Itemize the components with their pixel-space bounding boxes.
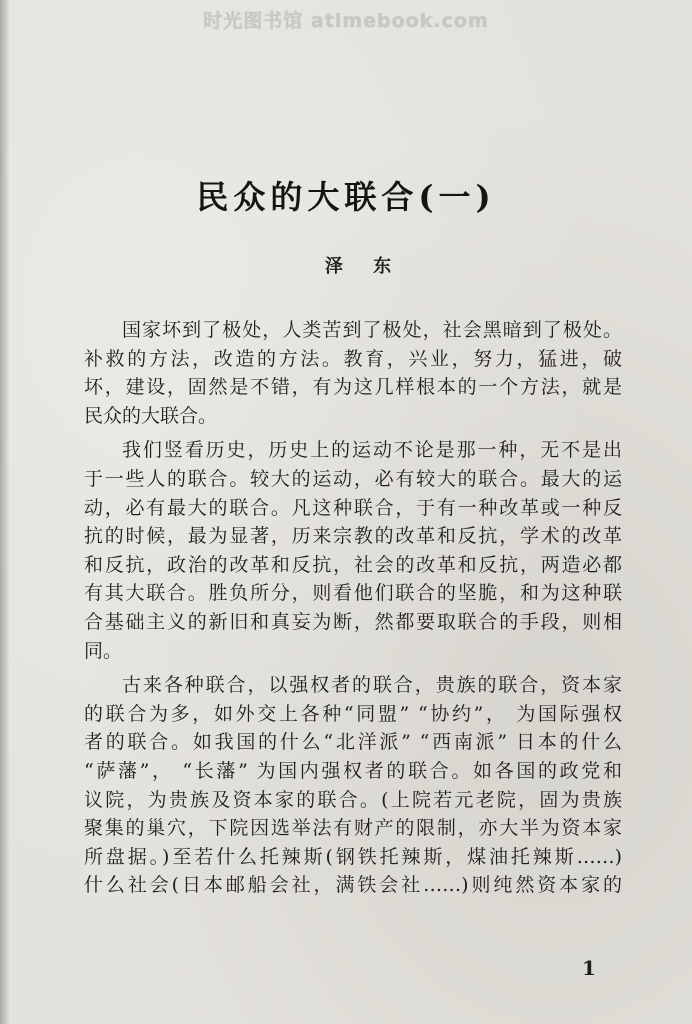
article-title: 民众的大联合(一): [196, 178, 496, 216]
text-line: 的联合为多，如外交上各种“同盟” “协约”， 为国际强权: [84, 702, 622, 725]
text-line: 补救的方法，改造的方法。教育，兴业，努力，猛进，破: [84, 347, 622, 370]
text-line: 合基础主义的新旧和真妄为断，然都要取联合的手段，则相: [84, 610, 622, 633]
page-edge-shadow: [0, 0, 10, 1024]
paragraph-3: [84, 671, 622, 900]
text-line: 动，必有最大的联合。凡这种联合，于有一种改革或一种反: [84, 496, 622, 519]
paragraph-2: [84, 436, 622, 665]
page-number: 1: [582, 956, 596, 980]
article-body: [84, 316, 622, 900]
text-line: 和反抗，政治的改革和反抗，社会的改革和反抗，两造必都: [84, 553, 622, 576]
text-line: 坏，建设，固然是不错，有为这几样根本的一个方法，就是: [84, 376, 622, 399]
text-line: 于一些人的联合。较大的运动，必有较大的联合。最大的运: [84, 467, 622, 490]
text-line: “萨藩”， “长藩” 为国内强权者的联合。如各国的政党和: [84, 759, 622, 782]
text-line: 聚集的巢穴，下院因选举法有财产的限制，亦大半为资本家: [84, 817, 622, 840]
text-line: 所盘据。)至若什么托辣斯(钢铁托辣斯，煤油托辣斯……): [84, 845, 622, 868]
text-line: 古来各种联合，以强权者的联合，贵族的联合，资本家: [122, 674, 622, 697]
text-line: 者的联合。如我国的什么“北洋派” “西南派” 日本的什么: [84, 731, 622, 754]
text-line: 同。: [84, 639, 123, 662]
text-line: 什么社会(日本邮船会社，满铁会社……)则纯然资本家的: [84, 874, 622, 897]
text-line: 民众的大联合。: [84, 404, 218, 427]
author-name: 泽 东: [324, 256, 404, 277]
text-line: 抗的时候，最为显著，历来宗教的改革和反抗，学术的改革: [84, 525, 622, 548]
text-line: 国家坏到了极处，人类苦到了极处，社会黑暗到了极处。: [122, 319, 622, 341]
watermark: 时光图书馆 atimebook.com: [203, 10, 489, 32]
text-line: 议院，为贵族及资本家的联合。(上院若元老院，固为贵族: [84, 788, 622, 811]
paragraph-1: [84, 316, 622, 430]
text-line: 有其大联合。胜负所分，则看他们联合的坚脆，和为这种联: [84, 582, 622, 605]
text-line: 我们竖看历史，历史上的运动不论是那一种，无不是出: [122, 439, 622, 462]
